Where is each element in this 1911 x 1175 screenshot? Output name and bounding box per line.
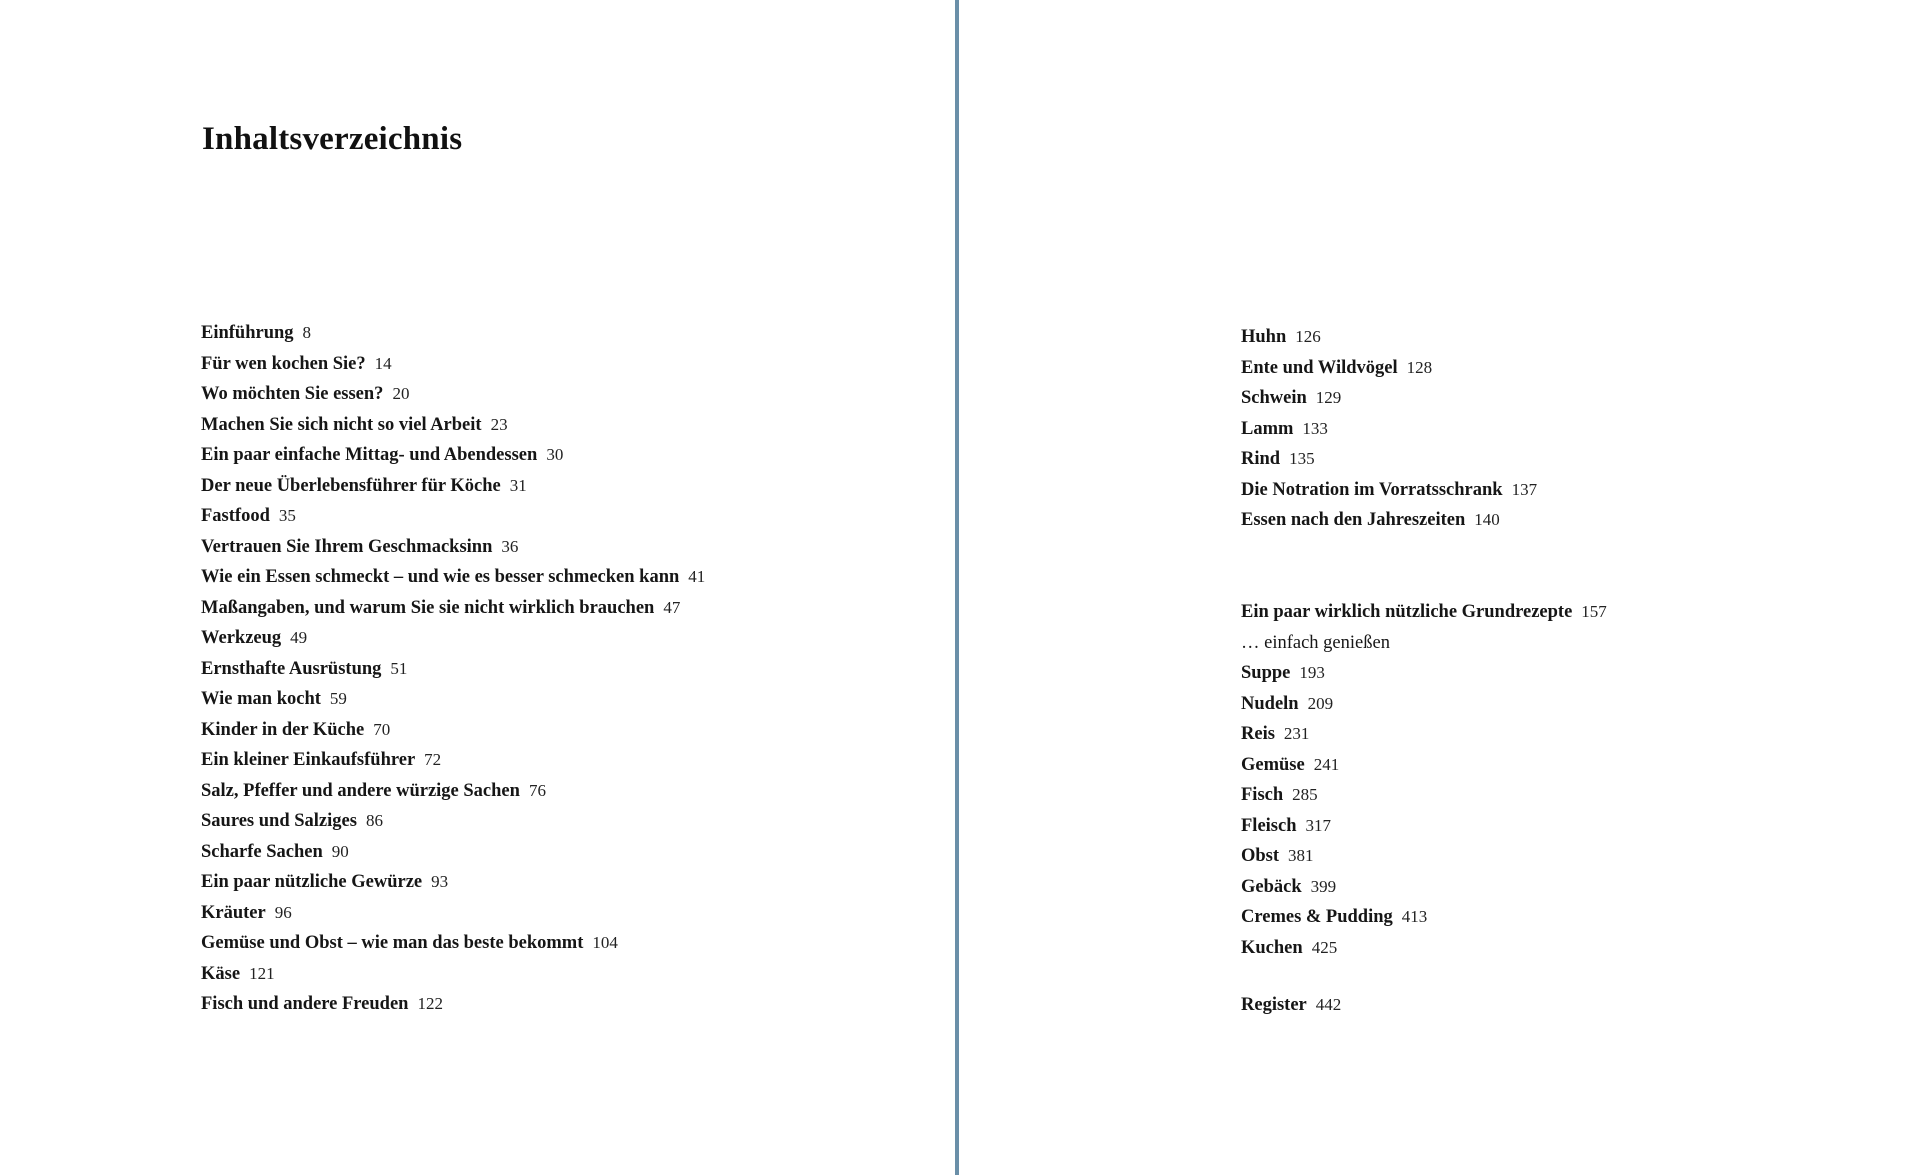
toc-entry-page: 133 <box>1302 418 1328 438</box>
toc-entry-title: Obst <box>1241 846 1280 866</box>
toc-entry[interactable] <box>201 654 705 685</box>
toc-entry[interactable] <box>201 623 705 654</box>
toc-entry-page: 70 <box>373 719 391 739</box>
toc-entry-title: Register <box>1241 995 1307 1015</box>
toc-entry-title: Essen nach den Jahreszeiten <box>1241 510 1466 530</box>
toc-entry-title: Ein paar nützliche Gewürze <box>201 872 423 892</box>
toc-entry[interactable] <box>201 440 705 471</box>
toc-entry-page: 425 <box>1311 937 1338 957</box>
left-page <box>0 0 955 1175</box>
toc-entry-page: 413 <box>1401 907 1428 926</box>
toc-entry[interactable] <box>1241 353 1537 384</box>
toc-entry-title: Ente und Wildvögel <box>1241 357 1398 378</box>
toc-entry[interactable] <box>1241 811 1607 842</box>
toc-entry-title: Saures und Salziges <box>201 811 357 831</box>
toc-entry-page: 128 <box>1406 357 1433 377</box>
toc-entry-page: 47 <box>663 597 681 617</box>
toc-entry-title: Ein paar einfache Mittag- und Abendessen <box>201 445 538 465</box>
toc-entry-page: 442 <box>1315 995 1342 1014</box>
toc-entry[interactable] <box>1241 750 1607 781</box>
toc-entry-page: 72 <box>424 750 442 769</box>
toc-entry[interactable] <box>1241 505 1537 536</box>
toc-entry-page: 49 <box>290 628 308 647</box>
toc-entry[interactable] <box>1241 322 1537 353</box>
toc-entry[interactable] <box>201 715 705 746</box>
toc-entry-page: 381 <box>1288 846 1314 865</box>
toc-entry[interactable] <box>201 410 705 441</box>
toc-entry[interactable] <box>201 989 705 1020</box>
toc-entry-title: Gemüse und Obst – wie man das beste bekommt <box>201 933 584 953</box>
toc-entry[interactable] <box>1241 658 1607 689</box>
toc-entry[interactable] <box>1241 719 1607 750</box>
toc-entry-title: Reis <box>1241 724 1275 744</box>
toc-entry-page: 137 <box>1511 479 1538 499</box>
toc-entry-page: 157 <box>1581 602 1607 621</box>
toc-entry[interactable] <box>1241 597 1607 628</box>
toc-entry-title: Ein kleiner Einkaufsführer <box>201 750 416 770</box>
toc-entry-title: Ein paar wirklich nützliche Grundrezepte <box>1241 602 1573 622</box>
toc-entry-title: Gemüse <box>1241 754 1305 775</box>
toc-entry-title: Kinder in der Küche <box>201 719 365 740</box>
toc-entry[interactable] <box>201 684 705 715</box>
toc-entry[interactable] <box>1241 414 1537 445</box>
toc-entry-page: 129 <box>1315 388 1342 407</box>
toc-entry-title: Huhn <box>1241 327 1287 347</box>
toc-entry-page: 285 <box>1292 785 1318 804</box>
toc-entry-title: Fisch und andere Freuden <box>201 994 409 1014</box>
toc-entry-page: 35 <box>278 506 296 525</box>
toc-entry-title: Wie ein Essen schmeckt – und wie es besser schmecken kann <box>201 567 680 587</box>
toc-entry-page: 193 <box>1299 663 1325 682</box>
toc-entry[interactable] <box>1241 475 1537 506</box>
toc-entry[interactable] <box>201 806 705 837</box>
toc-section-title: … einfach genießen <box>1241 632 1390 653</box>
toc-entry[interactable] <box>1241 444 1537 475</box>
toc-entry-title: Fleisch <box>1241 815 1297 836</box>
toc-entry[interactable] <box>201 745 705 776</box>
toc-entry-page: 241 <box>1313 754 1340 774</box>
toc-block-recipes <box>1241 597 1607 963</box>
toc-entry-title: Lamm <box>1241 418 1294 439</box>
toc-entry-page: 90 <box>331 841 349 861</box>
right-page <box>961 0 1911 1175</box>
toc-entry-title: Gebäck <box>1241 876 1302 897</box>
toc-entry-title: Salz, Pfeffer und andere würzige Sachen <box>201 780 520 801</box>
toc-entry-page: 121 <box>249 963 275 983</box>
toc-entry-page: 8 <box>302 323 312 342</box>
toc-entry[interactable] <box>1241 689 1607 720</box>
toc-entry-title: Wo möchten Sie essen? <box>201 384 384 404</box>
toc-entry-page: 31 <box>509 475 527 495</box>
toc-entry[interactable] <box>201 562 705 593</box>
toc-entry[interactable] <box>201 379 705 410</box>
toc-block-meat-and-pantry <box>1241 322 1537 536</box>
toc-entry-title: Käse <box>201 963 241 984</box>
toc-entry-title: Kräuter <box>201 902 266 923</box>
toc-list-left <box>201 318 705 1020</box>
toc-entry[interactable] <box>201 532 705 563</box>
toc-entry[interactable] <box>201 776 705 807</box>
toc-entry[interactable] <box>1241 780 1607 811</box>
toc-entry[interactable] <box>201 867 705 898</box>
toc-entry-page: 209 <box>1307 693 1334 713</box>
toc-entry-page: 86 <box>365 811 383 830</box>
toc-entry-title: Nudeln <box>1241 693 1299 714</box>
toc-entry-page: 23 <box>490 414 508 434</box>
toc-entry-page: 317 <box>1305 815 1331 835</box>
page-spine-divider <box>955 0 959 1175</box>
toc-entry-page: 76 <box>528 780 546 800</box>
toc-entry[interactable] <box>201 593 705 624</box>
toc-entry-page: 59 <box>329 689 347 708</box>
toc-entry-title: Die Notration im Vorratsschrank <box>1241 479 1503 500</box>
toc-section-heading <box>1241 628 1607 659</box>
toc-entry-title: Vertrauen Sie Ihrem Geschmacksinn <box>201 536 493 557</box>
page-title: Inhaltsverzeichnis <box>202 121 463 157</box>
toc-entry-page: 36 <box>501 536 519 556</box>
toc-entry[interactable] <box>1241 990 1341 1021</box>
toc-entry[interactable] <box>1241 902 1607 933</box>
toc-entry-page: 399 <box>1310 876 1337 896</box>
toc-entry[interactable] <box>201 501 705 532</box>
toc-entry-title: Maßangaben, und warum Sie sie nicht wirklich brauchen <box>201 597 655 618</box>
toc-entry[interactable] <box>201 837 705 868</box>
toc-entry-title: Suppe <box>1241 663 1291 683</box>
toc-entry[interactable] <box>201 471 705 502</box>
toc-entry-page: 104 <box>592 933 618 952</box>
toc-entry-title: Schwein <box>1241 388 1307 408</box>
toc-entry-page: 96 <box>274 902 292 922</box>
toc-entry[interactable] <box>1241 841 1607 872</box>
toc-entry-page: 30 <box>546 445 564 464</box>
toc-entry[interactable] <box>201 928 705 959</box>
toc-entry-page: 51 <box>390 658 408 678</box>
toc-entry-title: Fastfood <box>201 506 270 526</box>
toc-entry-page: 231 <box>1283 724 1310 743</box>
toc-entry-page: 20 <box>392 384 410 403</box>
toc-entry-title: Rind <box>1241 449 1281 469</box>
toc-entry[interactable] <box>1241 872 1607 903</box>
toc-entry-title: Machen Sie sich nicht so viel Arbeit <box>201 414 482 435</box>
toc-entry-page: 14 <box>374 353 392 373</box>
toc-entry-title: Ernsthafte Ausrüstung <box>201 658 382 679</box>
toc-entry-title: Fisch <box>1241 785 1284 805</box>
toc-block-index <box>1241 990 1341 1021</box>
toc-entry-title: Einführung <box>201 323 294 343</box>
toc-entry[interactable] <box>1241 383 1537 414</box>
toc-entry-page: 122 <box>417 994 443 1013</box>
toc-entry-title: Wie man kocht <box>201 689 321 709</box>
toc-entry-page: 135 <box>1289 449 1315 468</box>
toc-entry-page: 41 <box>688 567 706 586</box>
toc-entry-title: Cremes & Pudding <box>1241 907 1393 927</box>
toc-entry[interactable] <box>1241 933 1607 964</box>
toc-entry-title: Werkzeug <box>201 628 282 648</box>
toc-entry[interactable] <box>201 318 705 349</box>
toc-entry[interactable] <box>201 898 705 929</box>
toc-entry-page: 140 <box>1474 510 1500 529</box>
toc-entry[interactable] <box>201 349 705 380</box>
toc-entry[interactable] <box>201 959 705 990</box>
toc-entry-title: Für wen kochen Sie? <box>201 353 366 374</box>
toc-entry-title: Der neue Überlebensführer für Köche <box>201 475 501 496</box>
toc-entry-page: 93 <box>431 872 449 891</box>
toc-entry-title: Scharfe Sachen <box>201 841 323 862</box>
toc-entry-title: Kuchen <box>1241 937 1303 958</box>
toc-entry-page: 126 <box>1295 327 1321 346</box>
